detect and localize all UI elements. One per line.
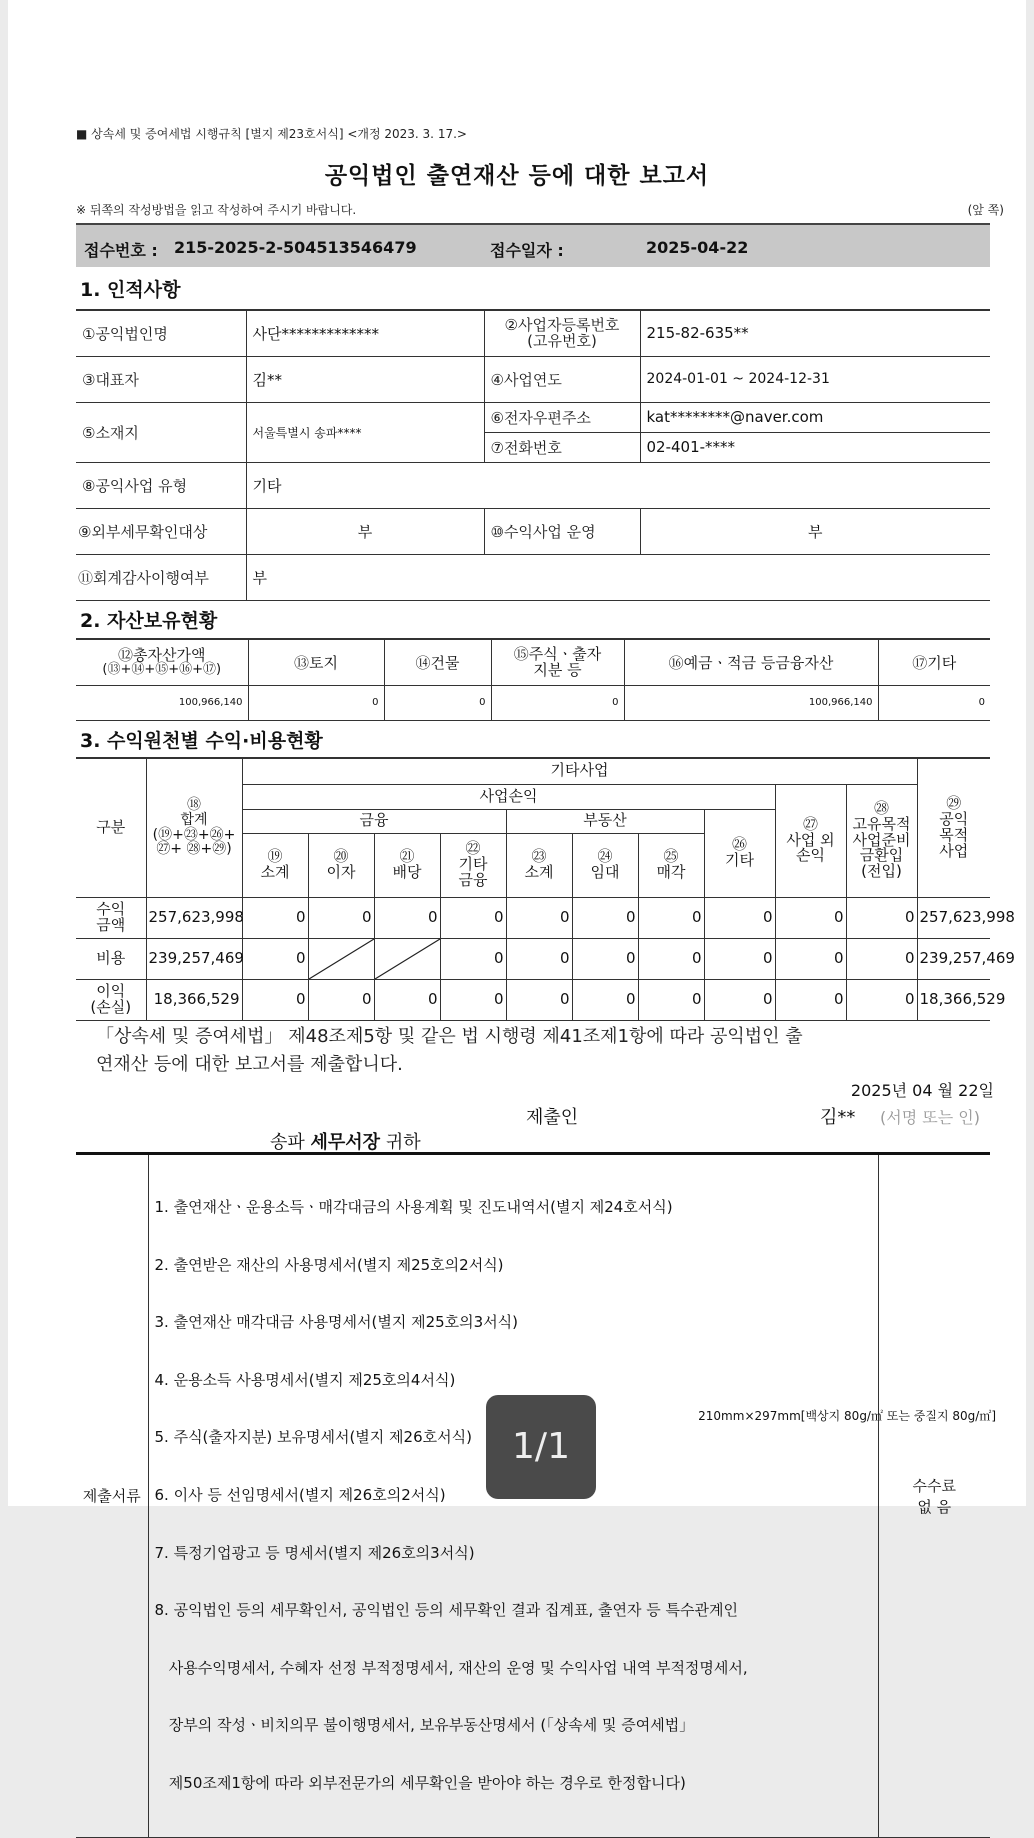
stock-value: 0 <box>491 685 624 720</box>
finance-header: 금융 <box>242 809 506 833</box>
cell: 0 <box>846 979 917 1020</box>
cell: 239,257,469 <box>146 938 242 979</box>
form-note: ■ 상속세 및 증여세법 시행규칙 [별지 제23호서식] <개정 2023. 3. 17.> <box>76 127 467 141</box>
other-biz-header: 기타사업 <box>242 758 917 784</box>
receipt-number: 215-2025-2-504513546479 <box>174 238 417 257</box>
list-item: 7. 특정기업광고 등 명세서(별지 제26호의3서식) <box>154 1543 475 1562</box>
address: 서울특별시 송파**** <box>246 402 484 462</box>
deposit-header: ⑯예금ㆍ적금 등금융자산 <box>624 639 878 685</box>
cell: 0 <box>308 979 374 1020</box>
cell: 0 <box>572 938 638 979</box>
bizno-label: ②사업자등록번호 (고유번호) <box>484 310 640 356</box>
external-check-label: ⑨외부세무확인대상 <box>76 508 246 554</box>
row-label: 이익 (손실) <box>76 979 146 1020</box>
cell: 0 <box>440 938 506 979</box>
cell: 0 <box>242 897 308 938</box>
h24-header: ㉔ 임대 <box>572 833 638 897</box>
fee: 수수료 없 음 <box>878 1154 990 1838</box>
cell: 239,257,469 <box>917 938 990 979</box>
cell: 0 <box>638 897 704 938</box>
declaration-text: 「상속세 및 증여세법」 제48조제5항 및 같은 법 시행령 제41조제1항에 따라 공익법인 출 연재산 등에 대한 보고서를 제출합니다. <box>96 1026 803 1075</box>
list-item: 8. 공익법인 등의 세무확인서, 공익법인 등의 세무확인 결과 집계표, 출연자 등 특수관계인 <box>154 1601 738 1620</box>
paper-spec: 210mm×297mm[백상지 80g/㎡ 또는 중질지 80g/㎡] <box>698 1409 996 1423</box>
profit-biz: 부 <box>640 508 990 554</box>
cell: 0 <box>638 938 704 979</box>
corp-name: 사단************* <box>246 310 484 356</box>
public-type: 기타 <box>246 462 990 508</box>
table-row <box>76 979 990 1020</box>
h28-header: ㉘ 고유목적 사업준비 금환입 (전입) <box>846 784 917 897</box>
personal-info-table <box>76 309 990 601</box>
etc-value: 0 <box>878 685 990 720</box>
sign-placeholder: (서명 또는 인) <box>880 1108 980 1127</box>
h26-header: ㉖ 기타 <box>704 809 775 897</box>
rep-label: ③대표자 <box>76 356 246 402</box>
list-item: 제50조제1항에 따라 외부전문가의 세무확인을 받아야 하는 경우로 한정합니다) <box>154 1773 686 1792</box>
cell: 18,366,529 <box>917 979 990 1020</box>
cell: 257,623,998 <box>917 897 990 938</box>
realestate-header: 부동산 <box>506 809 704 833</box>
cell: 0 <box>506 897 572 938</box>
year-label: ④사업연도 <box>484 356 640 402</box>
cell: 0 <box>704 897 775 938</box>
list-item: 1. 출연재산ㆍ운용소득ㆍ매각대금의 사용계획 및 진도내역서(별지 제24호서식) <box>154 1198 673 1216</box>
row-label: 비용 <box>76 938 146 979</box>
slash-cell <box>308 938 374 979</box>
list-item: 3. 출연재산 매각대금 사용명세서(별지 제25호의3서식) <box>154 1313 519 1332</box>
h20-header: ⑳ 이자 <box>308 833 374 897</box>
page-indicator: 1/1 <box>486 1395 596 1499</box>
documents-label: 제출서류 <box>76 1154 148 1838</box>
audit-label: ⑪회계감사이행여부 <box>76 554 246 600</box>
list-item: 4. 운용소득 사용명세서(별지 제25호의4서식) <box>154 1370 456 1389</box>
list-item: 2. 출연받은 재산의 사용명세서(별지 제25호의2서식) <box>154 1255 504 1274</box>
etc-header: ⑰기타 <box>878 639 990 685</box>
asset-table <box>76 638 990 721</box>
addr-label: ⑤소재지 <box>76 402 246 462</box>
phone-label: ⑦전화번호 <box>484 432 640 462</box>
cell: 257,623,998 <box>146 897 242 938</box>
row-label: 수익 금액 <box>76 897 146 938</box>
section2-title: 2. 자산보유현황 <box>80 610 218 632</box>
guide-note: ※ 뒤쪽의 작성방법을 읽고 작성하여 주시기 바랍니다. <box>76 203 357 217</box>
bizno: 215-82-635** <box>640 310 990 356</box>
list-item: 6. 이사 등 선임명세서(별지 제26호의2서식) <box>154 1485 446 1504</box>
cell: 0 <box>308 897 374 938</box>
slash-cell <box>374 938 440 979</box>
submitter-name: 김** <box>820 1107 856 1128</box>
land-value: 0 <box>248 685 384 720</box>
cell: 0 <box>775 897 846 938</box>
cell: 0 <box>704 938 775 979</box>
cell: 0 <box>846 938 917 979</box>
submit-date: 2025년 04 월 22일 <box>850 1081 994 1100</box>
table-row <box>76 897 990 938</box>
profit-biz-label: ⑩수익사업 운영 <box>484 508 640 554</box>
cell: 0 <box>242 938 308 979</box>
cell: 0 <box>506 979 572 1020</box>
land-header: ⑬토지 <box>248 639 384 685</box>
bizpl-header: 사업손익 <box>242 784 775 809</box>
building-value: 0 <box>384 685 491 720</box>
table-row <box>76 938 990 979</box>
receipt-number-label: 접수번호 : <box>84 241 158 260</box>
fiscal-year: 2024-01-01 ~ 2024-12-31 <box>640 356 990 402</box>
cell: 0 <box>572 897 638 938</box>
total-assets-value: 100,966,140 <box>76 685 248 720</box>
cell: 0 <box>374 897 440 938</box>
rep: 김** <box>246 356 484 402</box>
h23-header: ㉓ 소계 <box>506 833 572 897</box>
type-label: ⑧공익사업 유형 <box>76 462 246 508</box>
div-header: 구분 <box>76 758 146 897</box>
side-label: (앞 쪽) <box>967 203 1004 217</box>
h19-header: ⑲ 소계 <box>242 833 308 897</box>
h27-header: ㉗ 사업 외 손익 <box>775 784 846 897</box>
cell: 0 <box>846 897 917 938</box>
h25-header: ㉕ 매각 <box>638 833 704 897</box>
phone: 02-401-**** <box>640 432 990 462</box>
list-item: 5. 주식(출자지분) 보유명세서(별지 제26호서식) <box>154 1428 472 1447</box>
cell: 0 <box>704 979 775 1020</box>
building-header: ⑭건물 <box>384 639 491 685</box>
external-check: 부 <box>246 508 484 554</box>
cell: 18,366,529 <box>146 979 242 1020</box>
receipt-bar <box>76 223 990 267</box>
audit: 부 <box>246 554 990 600</box>
cell: 0 <box>440 897 506 938</box>
document-title: 공익법인 출연재산 등에 대한 보고서 <box>324 163 710 189</box>
cell: 0 <box>775 938 846 979</box>
income-table <box>76 757 1015 1021</box>
cell: 0 <box>572 979 638 1020</box>
receipt-date: 2025-04-22 <box>646 238 749 257</box>
cell: 0 <box>374 979 440 1020</box>
cell: 0 <box>775 979 846 1020</box>
list-item: 장부의 작성ㆍ비치의무 불이행명세서, 보유부동산명세서 (「상속세 및 증여세법」 <box>154 1716 695 1735</box>
submitter-label: 제출인 <box>526 1107 579 1128</box>
deposit-value: 100,966,140 <box>624 685 878 720</box>
email-label: ⑥전자우편주소 <box>484 402 640 432</box>
section1-title: 1. 인적사항 <box>80 279 181 301</box>
email: kat********@naver.com <box>640 402 990 432</box>
cell: 0 <box>242 979 308 1020</box>
cell: 0 <box>440 979 506 1020</box>
list-item: 사용수익명세서, 수혜자 선정 부적정명세서, 재산의 운영 및 수익사업 내역 부적정명세서, <box>154 1658 748 1677</box>
h21-header: ㉑ 배당 <box>374 833 440 897</box>
corp-name-label: ①공익법인명 <box>76 310 246 356</box>
receipt-date-label: 접수일자 : <box>490 241 564 260</box>
h29-header: ㉙ 공익 목적 사업 <box>917 758 990 897</box>
section3-title: 3. 수익원천별 수익·비용현황 <box>80 730 323 752</box>
stock-header: ⑮주식ㆍ출자 지분 등 <box>491 639 624 685</box>
h22-header: ㉒ 기타 금융 <box>440 833 506 897</box>
sum-header: ⑱ 합계 (⑲+㉓+㉖+ ㉗+ ㉘+㉙) <box>146 758 242 897</box>
cell: 0 <box>506 938 572 979</box>
total-assets-header: ⑫총자산가액 (⑬+⑭+⑮+⑯+⑰) <box>76 639 248 685</box>
cell: 0 <box>638 979 704 1020</box>
tax-office: 송파 세무서장 귀하 <box>270 1132 421 1153</box>
